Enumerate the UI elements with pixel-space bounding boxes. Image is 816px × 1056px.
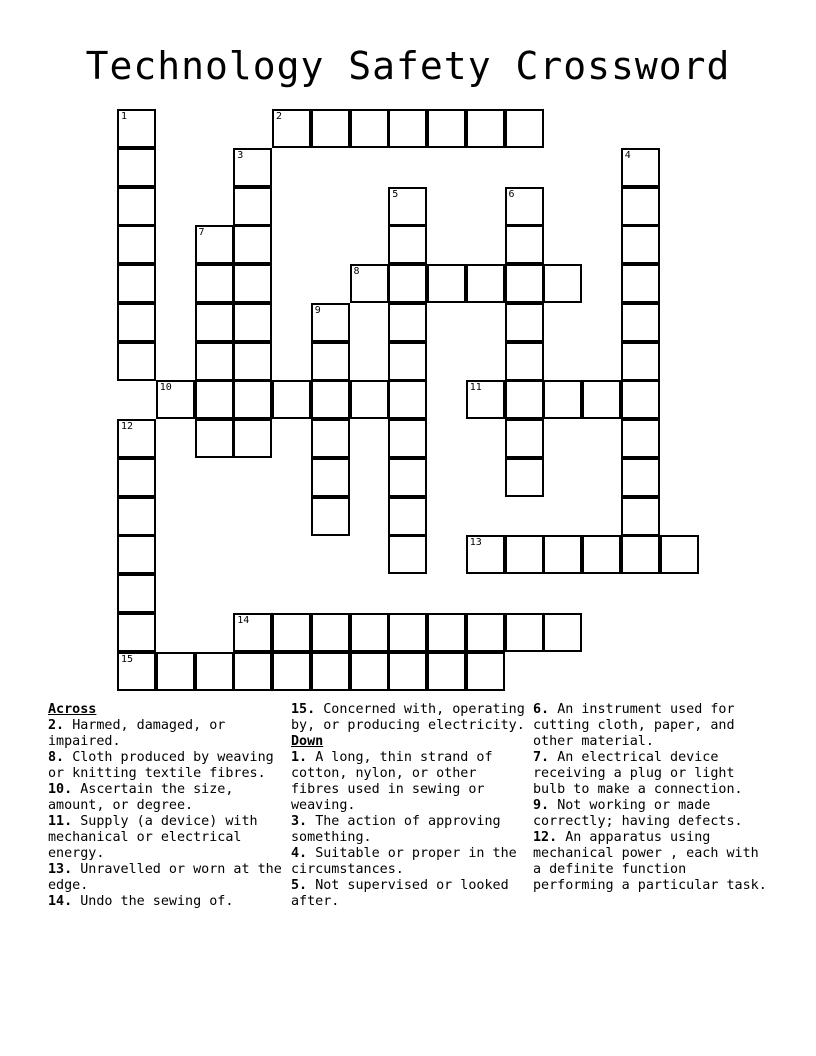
grid-cell[interactable] bbox=[272, 380, 311, 419]
grid-cell[interactable] bbox=[388, 458, 427, 497]
clue-number: 3. bbox=[291, 814, 308, 829]
grid-cell[interactable] bbox=[466, 613, 505, 652]
clue-number: 6. bbox=[533, 702, 550, 717]
clue-column-2 bbox=[291, 702, 527, 910]
clue-text: An instrument used for cutting cloth, paper, and other material. bbox=[533, 702, 735, 749]
grid-cell[interactable] bbox=[543, 535, 582, 574]
grid-cell[interactable] bbox=[117, 264, 156, 303]
grid-cell[interactable] bbox=[505, 419, 544, 458]
grid-cell[interactable] bbox=[388, 419, 427, 458]
grid-cell[interactable] bbox=[233, 613, 272, 652]
grid-cell[interactable] bbox=[466, 380, 505, 419]
grid-cell[interactable] bbox=[505, 225, 544, 264]
across-clue-14 bbox=[48, 894, 284, 910]
grid-cell[interactable] bbox=[233, 380, 272, 419]
clue-text: Suitable or proper in the circumstances. bbox=[291, 846, 517, 877]
down-clue-7 bbox=[533, 750, 769, 798]
grid-cell[interactable] bbox=[505, 535, 544, 574]
grid-cell[interactable] bbox=[388, 303, 427, 342]
grid-cell[interactable] bbox=[621, 535, 660, 574]
grid-cell[interactable] bbox=[388, 264, 427, 303]
grid-cell[interactable] bbox=[117, 535, 156, 574]
clue-text: A long, thin strand of cotton, nylon, or other fibres used in sewing or weaving. bbox=[291, 750, 493, 813]
grid-cell[interactable] bbox=[117, 458, 156, 497]
page-title: Technology Safety Crossword bbox=[85, 44, 731, 88]
clue-number: 4. bbox=[291, 846, 308, 861]
grid-cell[interactable] bbox=[388, 652, 427, 691]
grid-cell[interactable] bbox=[543, 264, 582, 303]
across-clue-2 bbox=[48, 718, 284, 750]
grid-cell[interactable] bbox=[311, 497, 350, 536]
clue-number: 8. bbox=[48, 750, 65, 765]
grid-cell[interactable] bbox=[582, 380, 621, 419]
grid-cell[interactable] bbox=[350, 652, 389, 691]
clue-number: 1. bbox=[291, 750, 308, 765]
cell-number: 3 bbox=[237, 149, 244, 161]
clue-text: Concerned with, operating by, or producing electricity. bbox=[291, 702, 525, 733]
clue-text: The action of approving something. bbox=[291, 814, 501, 845]
grid-cell[interactable] bbox=[621, 419, 660, 458]
across-clue-11 bbox=[48, 814, 284, 862]
grid-cell[interactable] bbox=[156, 380, 195, 419]
clue-text: Unravelled or worn at the edge. bbox=[48, 862, 282, 893]
down-clue-12 bbox=[533, 830, 769, 894]
down-heading: Down bbox=[291, 734, 324, 749]
grid-cell[interactable] bbox=[505, 109, 544, 148]
grid-cell[interactable] bbox=[621, 187, 660, 226]
down-clue-6 bbox=[533, 702, 769, 750]
clue-text: Not working or made correctly; having defects. bbox=[533, 798, 743, 829]
grid-cell[interactable] bbox=[156, 652, 195, 691]
clue-number: 13. bbox=[48, 862, 73, 877]
down-clue-5 bbox=[291, 878, 527, 910]
cell-number: 15 bbox=[121, 653, 134, 665]
cell-number: 7 bbox=[198, 227, 205, 239]
grid-cell[interactable] bbox=[621, 303, 660, 342]
grid-cell[interactable] bbox=[660, 535, 699, 574]
grid-cell[interactable] bbox=[350, 264, 389, 303]
cell-number: 1 bbox=[121, 111, 128, 122]
grid-cell[interactable] bbox=[195, 264, 234, 303]
clue-text: Supply (a device) with mechanical or electrical energy. bbox=[48, 814, 258, 861]
grid-cell[interactable] bbox=[272, 652, 311, 691]
cell-number: 10 bbox=[159, 382, 172, 394]
cell-number: 5 bbox=[392, 188, 399, 200]
grid-cell[interactable] bbox=[505, 613, 544, 652]
grid-cell[interactable] bbox=[233, 264, 272, 303]
grid-cell[interactable] bbox=[117, 574, 156, 613]
grid-cell[interactable] bbox=[621, 225, 660, 264]
grid-cell[interactable] bbox=[427, 264, 466, 303]
grid-cell[interactable] bbox=[117, 613, 156, 652]
down-clue-9 bbox=[533, 798, 769, 830]
grid-cell[interactable] bbox=[233, 225, 272, 264]
cell-number: 14 bbox=[237, 614, 250, 626]
grid-cell[interactable] bbox=[621, 380, 660, 419]
grid-cell[interactable] bbox=[350, 380, 389, 419]
clue-number: 7. bbox=[533, 750, 550, 765]
grid-cell[interactable] bbox=[195, 419, 234, 458]
down-clue-3 bbox=[291, 814, 527, 846]
cell-number: 6 bbox=[508, 188, 515, 200]
cell-number: 8 bbox=[353, 266, 360, 277]
grid-cell[interactable] bbox=[388, 225, 427, 264]
down-clue-4 bbox=[291, 846, 527, 878]
clue-number: 5. bbox=[291, 878, 308, 893]
grid-cell[interactable] bbox=[350, 613, 389, 652]
grid-cell[interactable] bbox=[505, 380, 544, 419]
clue-number: 9. bbox=[533, 798, 550, 813]
grid-cell[interactable] bbox=[272, 613, 311, 652]
grid-cell[interactable] bbox=[621, 264, 660, 303]
grid-cell[interactable] bbox=[388, 187, 427, 226]
across-heading: Across bbox=[48, 702, 97, 717]
grid-cell[interactable] bbox=[505, 264, 544, 303]
grid-cell[interactable] bbox=[233, 187, 272, 226]
grid-cell[interactable] bbox=[311, 342, 350, 381]
grid-cell[interactable] bbox=[195, 652, 234, 691]
clue-number: 12. bbox=[533, 830, 558, 845]
grid-cell[interactable] bbox=[233, 652, 272, 691]
grid-cell[interactable] bbox=[117, 652, 156, 691]
grid-cell[interactable] bbox=[195, 225, 234, 264]
cell-number: 11 bbox=[469, 382, 482, 394]
clue-text: Ascertain the size, amount, or degree. bbox=[48, 782, 234, 813]
grid-cell[interactable] bbox=[350, 109, 389, 148]
grid-cell[interactable] bbox=[427, 109, 466, 148]
clue-text: An electrical device receiving a plug or light bulb to make a connection. bbox=[533, 750, 743, 797]
down-clue-1 bbox=[291, 750, 527, 814]
cell-number: 2 bbox=[276, 111, 283, 122]
cell-number: 13 bbox=[469, 537, 482, 549]
grid-cell[interactable] bbox=[505, 458, 544, 497]
grid-cell[interactable] bbox=[117, 303, 156, 342]
grid-cell[interactable] bbox=[233, 303, 272, 342]
grid-cell[interactable] bbox=[195, 342, 234, 381]
grid-cell[interactable] bbox=[117, 225, 156, 264]
grid-cell[interactable] bbox=[466, 535, 505, 574]
grid-cell[interactable] bbox=[311, 613, 350, 652]
clue-number: 2. bbox=[48, 718, 65, 733]
grid-cell[interactable] bbox=[505, 187, 544, 226]
grid-cell[interactable] bbox=[427, 613, 466, 652]
grid-cell[interactable] bbox=[195, 303, 234, 342]
grid-cell[interactable] bbox=[117, 148, 156, 187]
grid-cell[interactable] bbox=[195, 380, 234, 419]
grid-cell[interactable] bbox=[117, 109, 156, 148]
grid-cell[interactable] bbox=[117, 497, 156, 536]
cell-number: 9 bbox=[314, 304, 321, 316]
grid-cell[interactable] bbox=[427, 652, 466, 691]
clue-text: An apparatus using mechanical power , each with a definite function performing a particular task. bbox=[533, 830, 767, 893]
grid-cell[interactable] bbox=[466, 264, 505, 303]
grid-cell[interactable] bbox=[466, 652, 505, 691]
clue-number: 11. bbox=[48, 814, 73, 829]
grid-cell[interactable] bbox=[233, 342, 272, 381]
clue-number: 14. bbox=[48, 894, 73, 909]
grid-cell[interactable] bbox=[233, 148, 272, 187]
grid-cell[interactable] bbox=[466, 109, 505, 148]
grid-cell[interactable] bbox=[311, 380, 350, 419]
grid-cell[interactable] bbox=[621, 148, 660, 187]
clue-text: Not supervised or looked after. bbox=[291, 878, 509, 909]
grid-cell[interactable] bbox=[311, 652, 350, 691]
grid-cell[interactable] bbox=[311, 303, 350, 342]
grid-cell[interactable] bbox=[311, 458, 350, 497]
grid-cell[interactable] bbox=[388, 535, 427, 574]
grid-cell[interactable] bbox=[311, 109, 350, 148]
grid-cell[interactable] bbox=[505, 303, 544, 342]
grid-cell[interactable] bbox=[388, 342, 427, 381]
across-clue-8 bbox=[48, 750, 284, 782]
clue-text: Harmed, damaged, or impaired. bbox=[48, 718, 226, 749]
cell-number: 4 bbox=[624, 149, 631, 161]
grid-cell[interactable] bbox=[388, 497, 427, 536]
across-clue-13 bbox=[48, 862, 284, 894]
across-clue-15 bbox=[291, 702, 527, 734]
grid-cell[interactable] bbox=[388, 109, 427, 148]
grid-cell[interactable] bbox=[621, 342, 660, 381]
grid-cell[interactable] bbox=[543, 613, 582, 652]
grid-cell[interactable] bbox=[117, 342, 156, 381]
across-clue-10 bbox=[48, 782, 284, 814]
grid-cell[interactable] bbox=[117, 419, 156, 458]
cell-number: 12 bbox=[121, 421, 134, 432]
grid-cell[interactable] bbox=[621, 458, 660, 497]
clue-number: 10. bbox=[48, 782, 73, 797]
grid-cell[interactable] bbox=[272, 109, 311, 148]
clue-number: 15. bbox=[291, 702, 316, 717]
grid-cell[interactable] bbox=[505, 342, 544, 381]
clue-text: Undo the sewing of. bbox=[80, 894, 234, 909]
clue-text: Cloth produced by weaving or knitting textile fibres. bbox=[48, 750, 274, 781]
grid-cell[interactable] bbox=[388, 613, 427, 652]
grid-cell[interactable] bbox=[233, 419, 272, 458]
grid-cell[interactable] bbox=[582, 535, 621, 574]
clue-column-3 bbox=[533, 702, 769, 894]
grid-cell[interactable] bbox=[388, 380, 427, 419]
clue-column-1 bbox=[48, 702, 284, 910]
grid-cell[interactable] bbox=[543, 380, 582, 419]
grid-cell[interactable] bbox=[621, 497, 660, 536]
grid-cell[interactable] bbox=[117, 187, 156, 226]
grid-cell[interactable] bbox=[311, 419, 350, 458]
